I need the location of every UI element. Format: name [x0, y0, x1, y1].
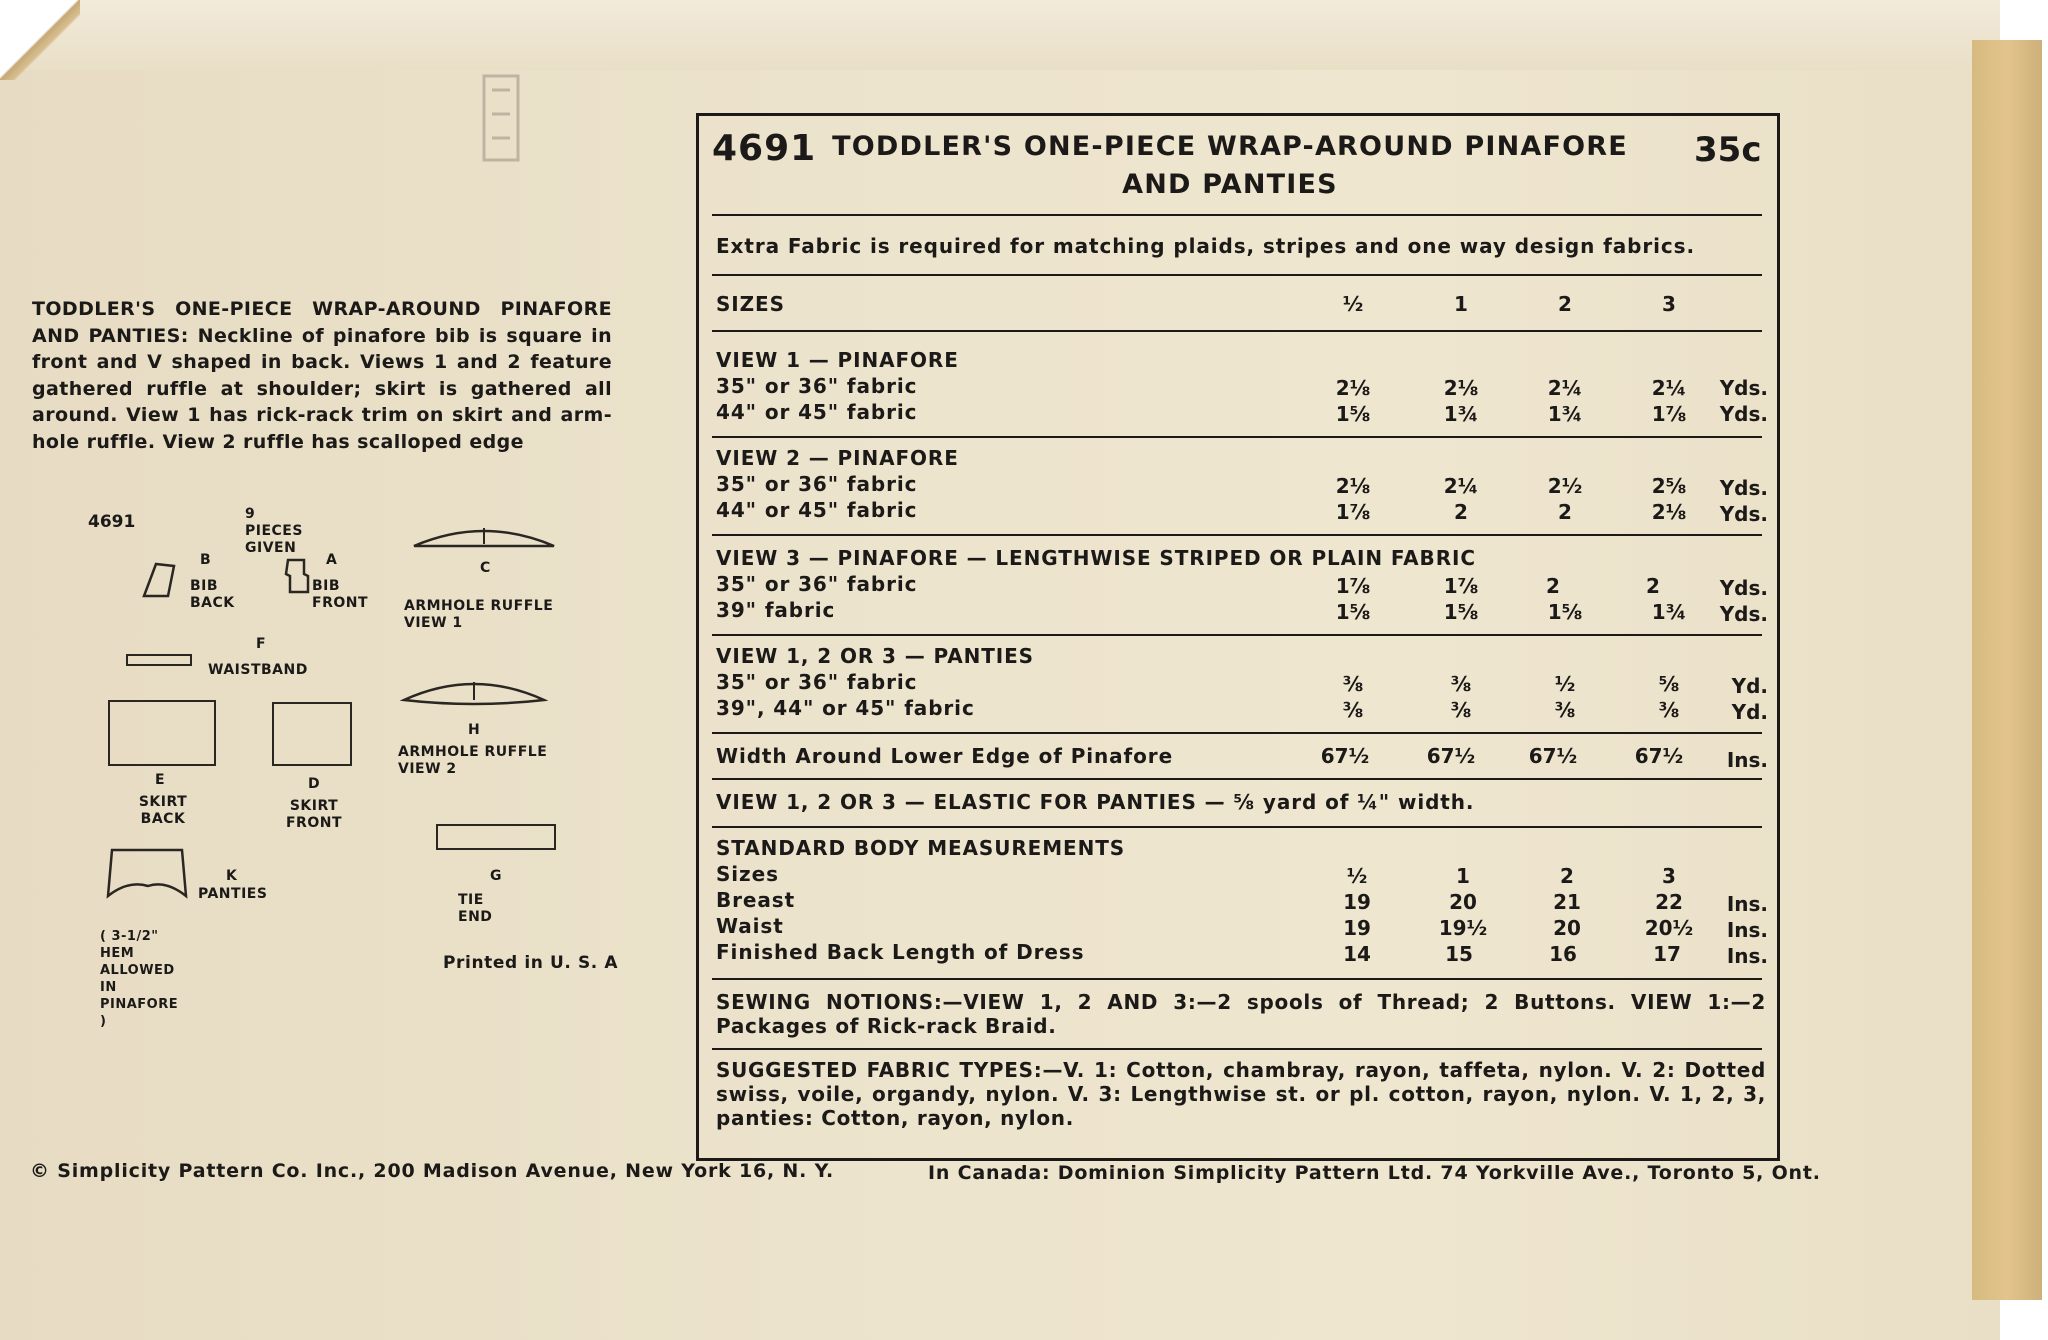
view2-row2-val: 2 [1558, 500, 1572, 524]
pattern-number: 4691 [712, 128, 817, 169]
view3-row1-val: 1⅞ [1335, 574, 1371, 598]
view3-row1-val: 2 [1646, 574, 1660, 598]
view1-title: VIEW 1 — PINAFORE [716, 348, 959, 372]
waist-val: 19½ [1438, 916, 1488, 940]
armhole-ruffle-view1-shape [410, 520, 558, 550]
view1-row1-val: 2¼ [1651, 376, 1687, 400]
width-around-val: 67½ [1528, 744, 1578, 768]
view1-row2-unit: Yds. [1719, 402, 1768, 426]
view2-row2-label: 44" or 45" fabric [716, 498, 918, 522]
breast-val: 22 [1655, 890, 1683, 914]
skirt-back-piece-shape [108, 700, 216, 766]
panties-row1-val: ⅝ [1658, 672, 1680, 696]
piece-name-waistband: WAISTBAND [208, 662, 308, 678]
piece-name-armhole-ruffle-view1: ARMHOLE RUFFLE VIEW 1 [404, 598, 554, 631]
body-measurements-title: STANDARD BODY MEASUREMENTS [716, 836, 1126, 860]
back-length-val: 15 [1445, 942, 1473, 966]
view2-row2-val: 1⅞ [1335, 500, 1371, 524]
panties-row1-val: ⅜ [1342, 672, 1364, 696]
view1-row1-val: 2¼ [1547, 376, 1583, 400]
faint-stamp-mark [478, 70, 524, 166]
hem-note: ( 3-1/2" HEM ALLOWED IN PINAFORE ) [100, 929, 179, 1029]
envelope-top-flap [0, 0, 2000, 70]
divider [712, 732, 1762, 734]
piece-letter-g: G [490, 868, 502, 884]
panties-row2-val: ⅜ [1554, 698, 1576, 722]
waist-label: Waist [716, 914, 784, 938]
view2-row1-val: 2½ [1547, 474, 1583, 498]
piece-name-skirt-back: SKIRT BACK [138, 794, 188, 827]
divider [712, 436, 1762, 438]
waistband-piece-shape [126, 654, 192, 666]
footer-copyright: © Simplicity Pattern Co. Inc., 200 Madison Avenue, New York 16, N. Y. [30, 1160, 835, 1182]
divider [712, 1048, 1762, 1050]
panties-row2-label: 39", 44" or 45" fabric [716, 696, 975, 720]
piece-letter-a: A [326, 552, 338, 568]
sizes-label: SIZES [716, 292, 785, 316]
view1-row1-val: 2⅛ [1335, 376, 1371, 400]
divider [712, 778, 1762, 780]
body-size: 1 [1456, 864, 1470, 888]
view2-row1-val: 2⅛ [1335, 474, 1371, 498]
piece-name-skirt-front: SKIRT FRONT [285, 798, 342, 831]
divider [712, 978, 1762, 980]
footer-canada: In Canada: Dominion Simplicity Pattern Ltd. 74 Yorkville Ave., Toronto 5, Ont. [928, 1162, 1821, 1184]
title-line-1: TODDLER'S ONE-PIECE WRAP-AROUND PINAFORE [832, 131, 1628, 162]
breast-label: Breast [716, 888, 796, 912]
panties-row2-unit: Yd. [1731, 700, 1768, 724]
skirt-front-piece-shape [272, 702, 352, 766]
armhole-ruffle-view2-shape [400, 674, 548, 706]
panties-row1-val: ½ [1554, 672, 1576, 696]
tie-end-piece-shape [436, 824, 556, 850]
view3-title: VIEW 3 — PINAFORE — LENGTHWISE STRIPED OR PLAIN FABRIC [716, 546, 1476, 570]
view2-row2-val: 2 [1454, 500, 1468, 524]
panties-row1-unit: Yd. [1731, 674, 1768, 698]
bib-back-piece-shape [140, 560, 180, 600]
piece-letter-b: B [200, 552, 212, 568]
back-length-val: 16 [1549, 942, 1577, 966]
breast-val: 19 [1343, 890, 1371, 914]
printed-in-usa: Printed in U. S. A [443, 953, 619, 973]
waist-unit: Ins. [1726, 918, 1768, 942]
piece-letter-c: C [480, 560, 491, 576]
body-size: 3 [1662, 864, 1676, 888]
view2-row2-val: 2⅛ [1651, 500, 1687, 524]
view3-row1-val: 1⅞ [1443, 574, 1479, 598]
panties-row1-label: 35" or 36" fabric [716, 670, 918, 694]
panties-title: VIEW 1, 2 OR 3 — PANTIES [716, 644, 1034, 668]
view3-row2-val: 1⅝ [1335, 600, 1371, 624]
waist-val: 19 [1343, 916, 1371, 940]
panties-row1-val: ⅜ [1450, 672, 1472, 696]
divider [712, 826, 1762, 828]
view3-row2-label: 39" fabric [716, 598, 836, 622]
body-sizes-label: Sizes [716, 862, 779, 886]
back-length-unit: Ins. [1726, 944, 1768, 968]
breast-unit: Ins. [1726, 892, 1768, 916]
divider [712, 274, 1762, 276]
piece-letter-h: H [468, 722, 481, 738]
view2-row1-unit: Yds. [1719, 476, 1768, 500]
view2-row2-unit: Yds. [1719, 502, 1768, 526]
size-col-half: ½ [1342, 292, 1364, 316]
description-lead: TODDLER'S ONE-PIECE WRAP-AROUND PINAFORE AND PANTIES: [32, 298, 612, 347]
width-around-val: 67½ [1426, 744, 1476, 768]
envelope-side-tape [1972, 40, 2042, 1300]
view2-row1-label: 35" or 36" fabric [716, 472, 918, 496]
back-length-val: 17 [1653, 942, 1681, 966]
breast-val: 20 [1449, 890, 1477, 914]
pattern-price: 35c [1694, 130, 1762, 170]
piece-letter-e: E [155, 772, 166, 788]
view3-row1-unit: Yds. [1719, 576, 1768, 600]
view1-row2-val: 1¾ [1547, 402, 1583, 426]
title-line-2: AND PANTIES [1122, 169, 1338, 200]
diagram-pattern-number: 4691 [88, 512, 136, 532]
width-around-val: 67½ [1634, 744, 1684, 768]
view3-row2-val: 1¾ [1651, 600, 1687, 624]
divider [712, 330, 1762, 332]
pattern-description [32, 296, 612, 455]
panties-row2-val: ⅜ [1450, 698, 1472, 722]
view3-row2-val: 1⅝ [1443, 600, 1479, 624]
piece-name-armhole-ruffle-view2: ARMHOLE RUFFLE VIEW 2 [398, 744, 548, 777]
body-size: 2 [1560, 864, 1574, 888]
piece-name-panties: PANTIES [198, 886, 268, 902]
divider [712, 534, 1762, 536]
torn-corner [0, 0, 80, 80]
view2-row1-val: 2⅝ [1651, 474, 1687, 498]
panties-row2-val: ⅜ [1658, 698, 1680, 722]
view3-row1-label: 35" or 36" fabric [716, 572, 918, 596]
piece-name-bib-back: BIB BACK [190, 578, 235, 611]
divider [712, 634, 1762, 636]
waist-val: 20 [1553, 916, 1581, 940]
piece-name-tie-end: TIE END [458, 892, 493, 925]
elastic-note: VIEW 1, 2 OR 3 — ELASTIC FOR PANTIES — ⅝ yard of ¼" width. [716, 790, 1475, 814]
panties-piece-shape [104, 846, 190, 906]
back-length-val: 14 [1343, 942, 1371, 966]
width-around-unit: Ins. [1726, 748, 1768, 772]
sewing-notions: SEWING NOTIONS:—VIEW 1, 2 AND 3:—2 spools of Thread; 2 Buttons. VIEW 1:—2 Packages of Rick-rack Braid. [716, 990, 1766, 1038]
view3-row2-val: 1⅝ [1547, 600, 1583, 624]
pieces-given: 9 PIECES GIVEN [245, 506, 303, 556]
pattern-title [820, 128, 1640, 204]
piece-letter-d: D [308, 776, 321, 792]
size-col-3: 3 [1662, 292, 1676, 316]
view2-row1-val: 2¼ [1443, 474, 1479, 498]
view3-row1-val: 2 [1546, 574, 1560, 598]
view1-row2-val: 1⅞ [1651, 402, 1687, 426]
width-around-label: Width Around Lower Edge of Pinafore [716, 744, 1174, 768]
view2-title: VIEW 2 — PINAFORE [716, 446, 959, 470]
view1-row2-label: 44" or 45" fabric [716, 400, 918, 424]
extra-fabric-note: Extra Fabric is required for matching plaids, stripes and one way design fabrics. [716, 234, 1695, 258]
width-around-val: 67½ [1320, 744, 1370, 768]
back-length-label: Finished Back Length of Dress [716, 940, 1085, 964]
piece-name-bib-front: BIB FRONT [312, 578, 369, 611]
body-size: ½ [1346, 864, 1368, 888]
breast-val: 21 [1553, 890, 1581, 914]
piece-letter-k: K [226, 868, 238, 884]
view1-row1-unit: Yds. [1719, 376, 1768, 400]
size-col-2: 2 [1558, 292, 1572, 316]
piece-letter-f: F [256, 636, 267, 652]
view1-row1-val: 2⅛ [1443, 376, 1479, 400]
waist-val: 20½ [1644, 916, 1694, 940]
description-text: Neckline of pinafore bib is square in front and V shaped in back. Views 1 and 2 feature gathered ruffle at shoulder; skirt is gathered all around. View 1 has rick-rack trim on skirt and arm-hole ruffle. View 2 ruffle has scalloped edge [32, 324, 613, 453]
view3-row2-unit: Yds. [1719, 602, 1768, 626]
view1-row2-val: 1¾ [1443, 402, 1479, 426]
bib-front-piece-shape [282, 556, 312, 596]
divider [712, 214, 1762, 216]
view1-row2-val: 1⅝ [1335, 402, 1371, 426]
size-col-1: 1 [1454, 292, 1468, 316]
suggested-fabric-types: SUGGESTED FABRIC TYPES:—V. 1: Cotton, chambray, rayon, taffeta, nylon. V. 2: Dotted swiss, voile, organdy, nylon. V. 3: Lengthwise st. or pl. cotton, rayon, nylon. V. 1, 2, 3, panties: Cotton, rayon, nylon. [716, 1058, 1766, 1130]
view1-row1-label: 35" or 36" fabric [716, 374, 918, 398]
panties-row2-val: ⅜ [1342, 698, 1364, 722]
